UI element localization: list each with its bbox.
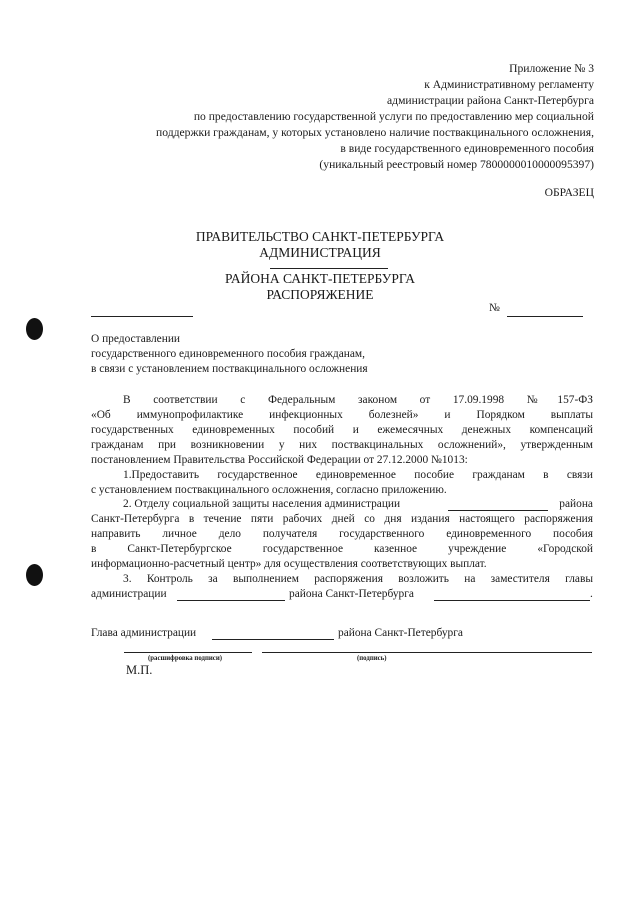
number-label: № [489,302,500,314]
item2-line: информационно-расчетный центр» для осуществления соответствующих выплат. [91,558,487,570]
body-line: «Об иммунопрофилактике инфекционных болезней» и Порядком выплаты [91,409,593,421]
appendix-line: к Административному регламенту [424,78,594,91]
administration-title: АДМИНИСТРАЦИЯ [259,245,381,260]
punch-hole-top [26,318,43,340]
item2-line: направить личное дело получателя государственного единовременного пособия [91,528,593,540]
appendix-line: в виде государственного единовременного пособия [340,142,594,155]
appendix-line: поддержки гражданам, у которых установлено наличие поствакцинального осложнения, [156,126,594,139]
appendix-line: (уникальный реестровый номер 7800000010000095397) [319,158,594,171]
subject-line: в связи с установлением поствакцинального осложнения [91,363,368,375]
decode-signature-line [124,652,252,653]
body-line: постановлением Правительства Российской Федерации от 27.12.2000 №1013: [91,454,468,466]
item2-line: Санкт-Петербурга в течение пяти рабочих дней со дня издания настоящего распоряжения [91,513,593,525]
government-title: ПРАВИТЕЛЬСТВО САНКТ-ПЕТЕРБУРГА [195,229,445,244]
decode-caption: (расшифровка подписи) [148,655,222,662]
appendix-line: по предоставлению государственной услуги по предоставлению мер социальной [193,110,594,123]
signature-line [262,652,592,653]
sample-label: ОБРАЗЕЦ [544,186,594,199]
appendix-line: администрации района Санкт-Петербурга [387,94,594,107]
item3-district-label: района Санкт-Петербурга [289,588,414,600]
department-blank-line [448,510,548,511]
item3-line: 3. Контроль за выполнением распоряжения возложить на заместителя главы [123,573,593,585]
item2-line-end: района [559,498,593,510]
appendix-line: Приложение № 3 [509,62,594,75]
item1-line: с установлением поствакцинального осложнения, согласно приложению. [91,484,447,496]
item3-period: . [590,588,593,600]
subject-line: государственного единовременного пособия гражданам, [91,348,365,360]
district-title: РАЙОНА САНКТ-ПЕТЕРБУРГА [225,271,415,286]
item2-line: в Санкт-Петербургское государственное казенное учреждение «Городской [91,543,593,555]
head-district-label: района Санкт-Петербурга [338,627,463,639]
punch-hole-bottom [26,564,43,586]
subject-line: О предоставлении [91,333,181,345]
deputy-name-line [434,600,590,601]
deputy-blank-line [177,600,285,601]
item1-line: 1.Предоставить государственное единовременное пособие гражданам в связи [123,469,593,481]
seal-label: М.П. [126,663,153,677]
sign-caption: (подпись) [357,655,387,662]
date-field-line [91,316,193,317]
head-label: Глава администрации [91,627,197,639]
head-district-blank-line [212,639,334,640]
number-field-line [507,316,583,317]
doc-type-title: РАСПОРЯЖЕНИЕ [266,287,374,302]
body-line: В соответствии с Федеральным законом от 17.09.1998 №157-ФЗ [123,394,593,406]
item2-line-start: 2. Отделу социальной защиты населения администрации [123,498,401,510]
body-line: государственных единовременных пособий и ежемесячных денежных компенсаций [91,424,593,436]
body-line: гражданам при возникновении у них поствакцинальных осложнений», утвержденным [91,439,593,451]
district-blank-line [270,268,388,269]
item3-admin-label: администрации [91,588,167,600]
